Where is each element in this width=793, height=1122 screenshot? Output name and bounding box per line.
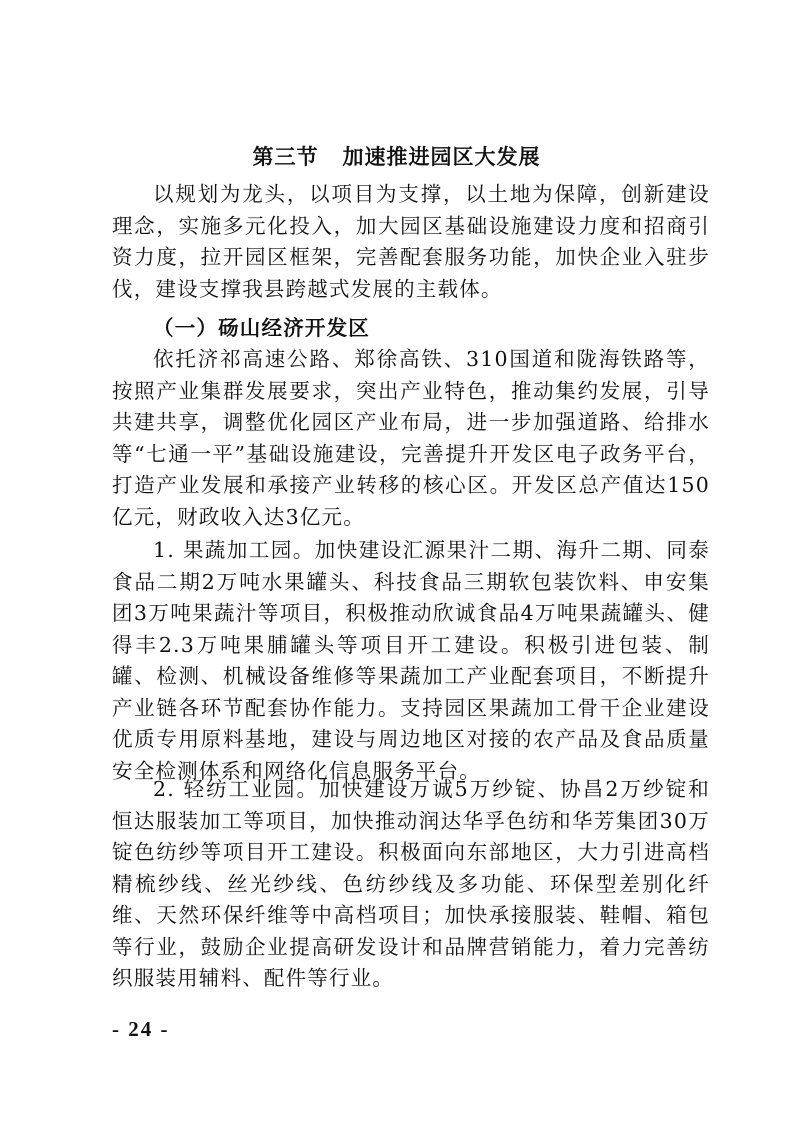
item-text: 加快建设万诚5万纱锭、协昌2万纱锭和恒达服装加工等项目，加快推动润达华孚色纺和华芳集团30万锭色纺纱等项目开工建设。积极面向东部地区，大力引进高档精梳纱线、丝光纱线、色纺纱线及多功能、环保型差别化纤维、天然环保纤维等中高档项目；加快承接服装、鞋帽、箱包等行业，鼓励企业提高研发设计和品牌营销能力，着力完善纺织服装用辅料、配件等行业。 [112,777,710,990]
list-item-fruit-vegetable-park [112,535,710,787]
item-label: 1. 果蔬加工园。 [153,538,315,562]
page-number: - 24 - [112,1017,170,1041]
section-title [0,143,793,171]
zone-paragraph: 依托济祁高速公路、郑徐高铁、310国道和陇海铁路等，按照产业集群发展要求，突出产业特色，推动集约发展，引导共建共享，调整优化园区产业布局，进一步加强道路、给排水等“七通一平”基础设施建设，完善提升开发区电子政务平台，打造产业发展和承接产业转移的核心区。开发区总产值达150亿元，财政收入达3亿元。 [112,347,710,529]
intro-paragraph: 以规划为龙头，以项目为支撑，以土地为保障，创新建设理念，实施多元化投入，加大园区基础设施建设力度和招商引资力度，拉开园区框架，完善配套服务功能，加快企业入驻步伐，建设支撑我县跨越式发展的主载体。 [112,182,710,301]
subsection-heading: （一）砀山经济开发区 [153,316,370,340]
section-heading: 加速推进园区大发展 [342,145,541,169]
item-text: 加快建设汇源果汁二期、海升二期、同泰食品二期2万吨水果罐头、科技食品三期软包装饮料、申安集团3万吨果蔬汁等项目，积极推动欣诚食品4万吨果蔬罐头、健得丰2.3万吨果脯罐头等项目开工建设。积极引进包装、制罐、检测、机械设备维修等果蔬加工产业配套项目，不断提升产业链各环节配套协作能力。支持园区果蔬加工骨干企业建设优质专用原料基地，建设与周边地区对接的农产品及食品质量安全检测体系和网络化信息服务平台。 [112,538,710,783]
list-item-light-textile-park [112,774,710,995]
section-number: 第三节 [252,145,319,169]
item-label: 2. 轻纺工业园。 [153,777,320,801]
